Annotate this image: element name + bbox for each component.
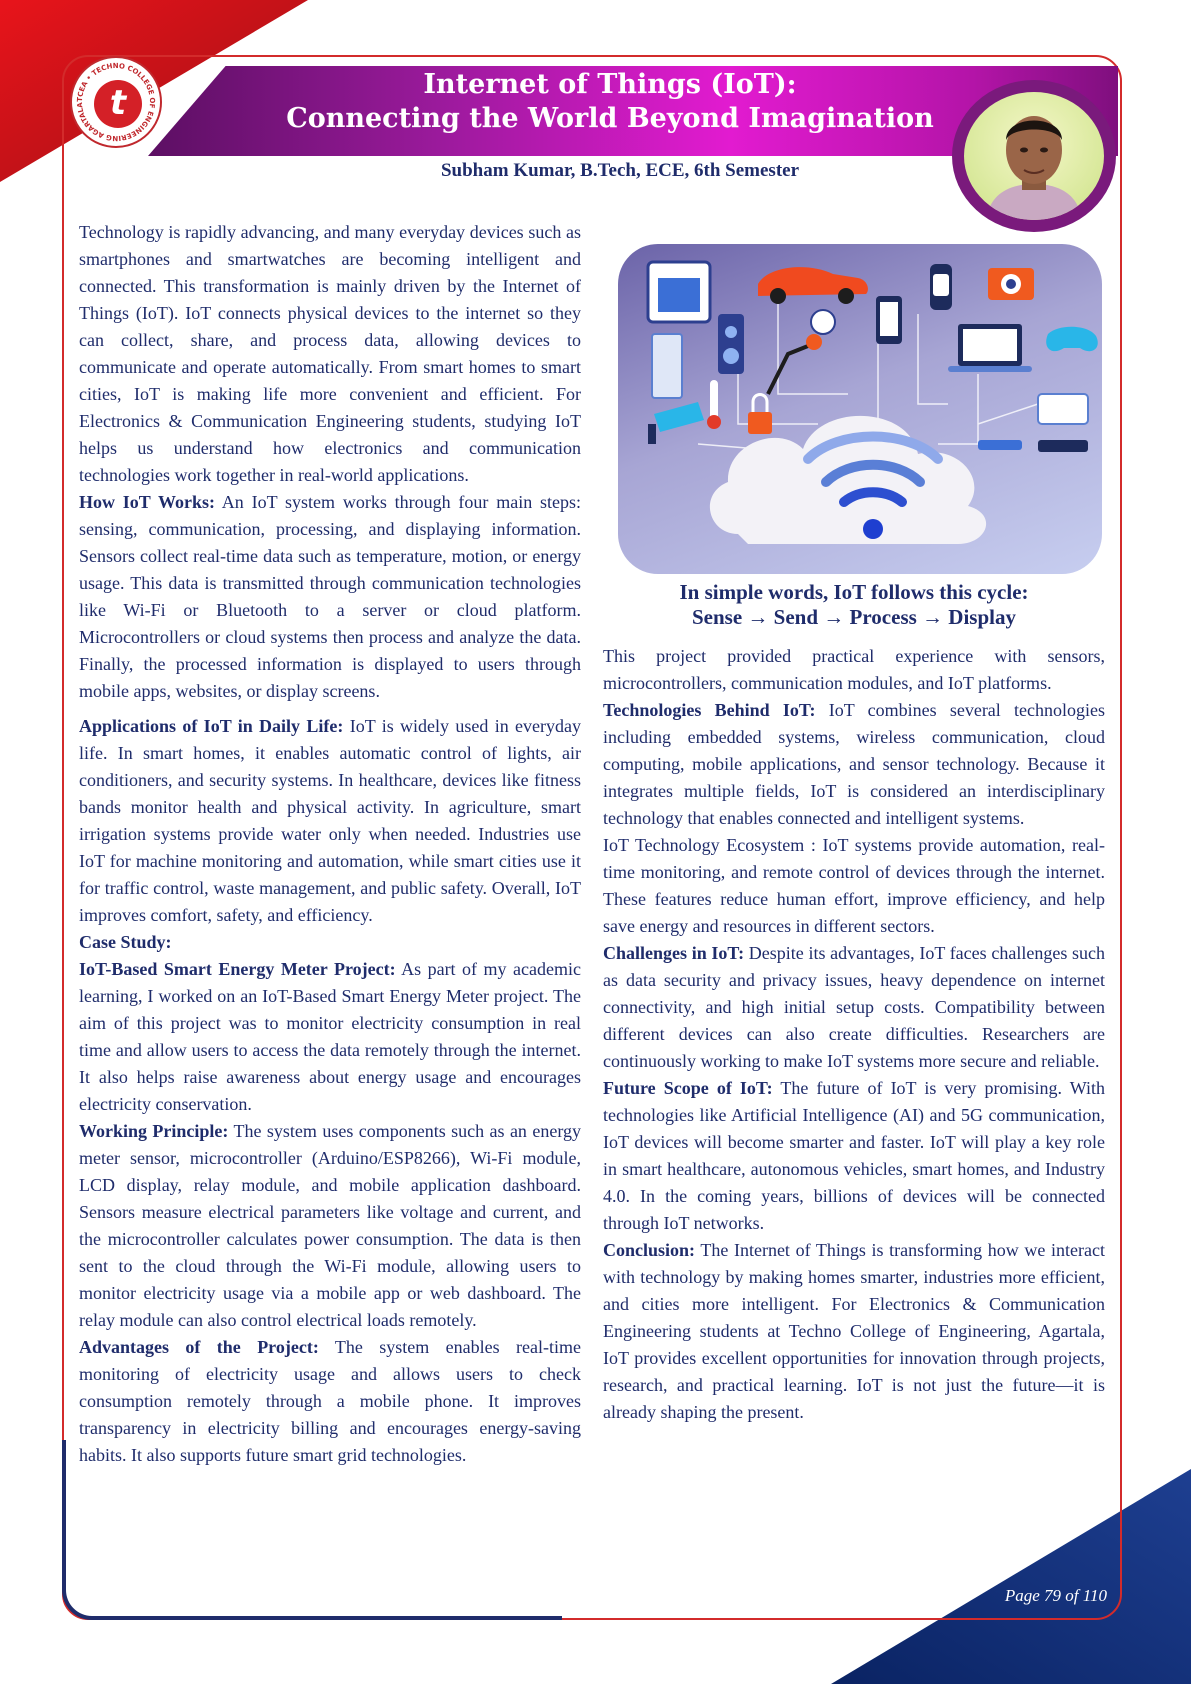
section-heading: How IoT Works:	[79, 492, 215, 512]
working-principle-paragraph	[79, 1118, 581, 1334]
section-heading: Case Study:	[79, 932, 172, 952]
paragraph-text: Despite its advantages, IoT faces challenges such as data security and privacy issues, heavy dependence on internet connectivity, and high initial setup costs. Compatibility between different devices can also create difficulties. Researchers are continuously working to make IoT systems more secure and reliable.	[603, 943, 1106, 1071]
paragraph-text: IoT combines several technologies including embedded systems, wireless communication, cloud computing, mobile applications, and sensor technology. Because it integrates multiple fields, IoT is considered an interdisciplinary technology that enables connected and intelligent systems.	[603, 700, 1105, 828]
intro-paragraph: Technology is rapidly advancing, and many everyday devices such as smartphones and smartwatches are becoming intelligent and connected. This transformation is mainly driven by the Internet of Things (IoT). IoT connects physical devices to the internet so they can collect, share, and process data, allowing devices to communicate and operate automatically. From smart homes to smart cities, IoT is making life more convenient and efficient. For Electronics & Communication Engineering students, studying IoT helps us understand how electronics and communication technologies work together in real-world applications.	[79, 222, 581, 485]
svg-text:TCEA • TECHNO COLLEGE OF ENGIN: TCEA • TECHNO COLLEGE OF ENGINEERING AGARTALA	[75, 61, 157, 143]
iot-illustration	[618, 244, 1102, 574]
page-number: Page 79 of 110	[1004, 1586, 1107, 1605]
figure-caption	[603, 580, 1105, 630]
advantages-paragraph	[79, 1334, 581, 1469]
author-byline: Subham Kumar, B.Tech, ECE, 6th Semester	[440, 160, 800, 181]
paragraph-text: The Internet of Things is transforming how we interact with technology by making homes smarter, industries more efficient, and cities more intelligent. For Electronics & Communication Engineering students at Techno College of Engineering, Agartala, IoT provides excellent opportunities for innovation through projects, research, and practical learning. IoT is not just the future—it is already shaping the present.	[603, 1240, 1105, 1422]
paragraph-text: An IoT system works through four main steps: sensing, communication, processing, and displaying information. Sensors collect real-time data such as temperature, motion, or energy usage. This data is transmitted through communication technologies like Wi-Fi or Bluetooth to a server or cloud platform. Microcontrollers or cloud systems then process and analyze the data. Finally, the processed information is displayed to users through mobile apps, websites, or display screens.	[79, 492, 581, 701]
title-line-1: Internet of Things (IoT):	[423, 69, 797, 100]
caption-line-2: Sense → Send → Process → Display	[692, 605, 1016, 629]
right-column	[603, 643, 1105, 1426]
how-iot-works-paragraph	[79, 489, 581, 705]
article-title	[280, 68, 940, 136]
section-heading: Technologies Behind IoT:	[603, 700, 816, 720]
author-photo	[952, 80, 1116, 232]
project-paragraph	[79, 956, 581, 1118]
ecosystem-paragraph: IoT Technology Ecosystem : IoT systems provide automation, real-time monitoring, and remote control of devices through the internet. These features reduce human effort, improve efficiency, and help save energy and resources in different sectors.	[603, 835, 1105, 936]
case-study-heading	[79, 929, 581, 956]
conclusion-paragraph	[603, 1237, 1105, 1426]
paragraph-text: As part of my academic learning, I worked on an IoT-Based Smart Energy Meter project. The aim of this project was to monitor electricity consumption in real time and allow users to access the data remotely through the internet. It also helps raise awareness about energy usage and encourages electricity conservation.	[79, 959, 581, 1114]
title-line-2: Connecting the World Beyond Imagination	[286, 103, 934, 134]
paragraph-text: The system enables real-time monitoring of electricity usage and allows users to check consumption remotely through a mobile phone. It improves transparency in electricity billing and encourages energy-saving habits. It also supports future smart grid technologies.	[79, 1337, 581, 1465]
section-heading: Challenges in IoT:	[603, 943, 745, 963]
section-heading: Working Principle:	[79, 1121, 229, 1141]
paragraph-text: The future of IoT is very promising. With technologies like Artificial Intelligence (AI) and 5G communication, IoT devices will become smarter and faster. IoT will play a key role in smart healthcare, autonomous vehicles, smart homes, and Industry 4.0. In the coming years, billions of devices will be connected through IoT networks.	[603, 1078, 1106, 1233]
section-heading: Future Scope of IoT:	[603, 1078, 773, 1098]
paragraph-text: IoT is widely used in everyday life. In smart homes, it enables automatic control of lights, air conditioners, and security systems. In healthcare, devices like fitness bands monitor health and physical activity. In agriculture, smart irrigation systems provide water only when needed. Industries use IoT for machine monitoring and automation, while smart cities use it for traffic control, waste management, and public safety. Overall, IoT improves comfort, safety, and efficiency.	[79, 716, 581, 925]
left-column	[79, 219, 581, 1469]
project-experience-paragraph: This project provided practical experience with sensors, microcontrollers, communication modules, and IoT platforms.	[603, 646, 1105, 693]
iot-devices-icon	[618, 244, 1102, 574]
applications-paragraph	[79, 713, 581, 929]
paragraph-text: The system uses components such as an energy meter sensor, microcontroller (Arduino/ESP8266), Wi-Fi module, LCD display, relay module, and mobile application dashboard. Sensors measure electrical parameters like voltage and current, and the microcontroller calculates power consumption. The data is then sent to the cloud through the Wi-Fi module, allowing users to monitor electricity usage via a mobile app or web dashboard. The relay module can also control electrical loads remotely.	[79, 1121, 581, 1330]
caption-line-1: In simple words, IoT follows this cycle:	[679, 580, 1029, 604]
future-scope-paragraph	[603, 1075, 1105, 1237]
challenges-paragraph	[603, 940, 1105, 1075]
technologies-paragraph	[603, 697, 1105, 832]
logo-mark: t	[94, 80, 142, 128]
college-logo	[70, 56, 162, 148]
avatar-icon	[964, 92, 1104, 220]
section-heading: IoT-Based Smart Energy Meter Project:	[79, 959, 396, 979]
section-heading: Advantages of the Project:	[79, 1337, 319, 1357]
section-heading: Conclusion:	[603, 1240, 696, 1260]
section-heading: Applications of IoT in Daily Life:	[79, 716, 344, 736]
